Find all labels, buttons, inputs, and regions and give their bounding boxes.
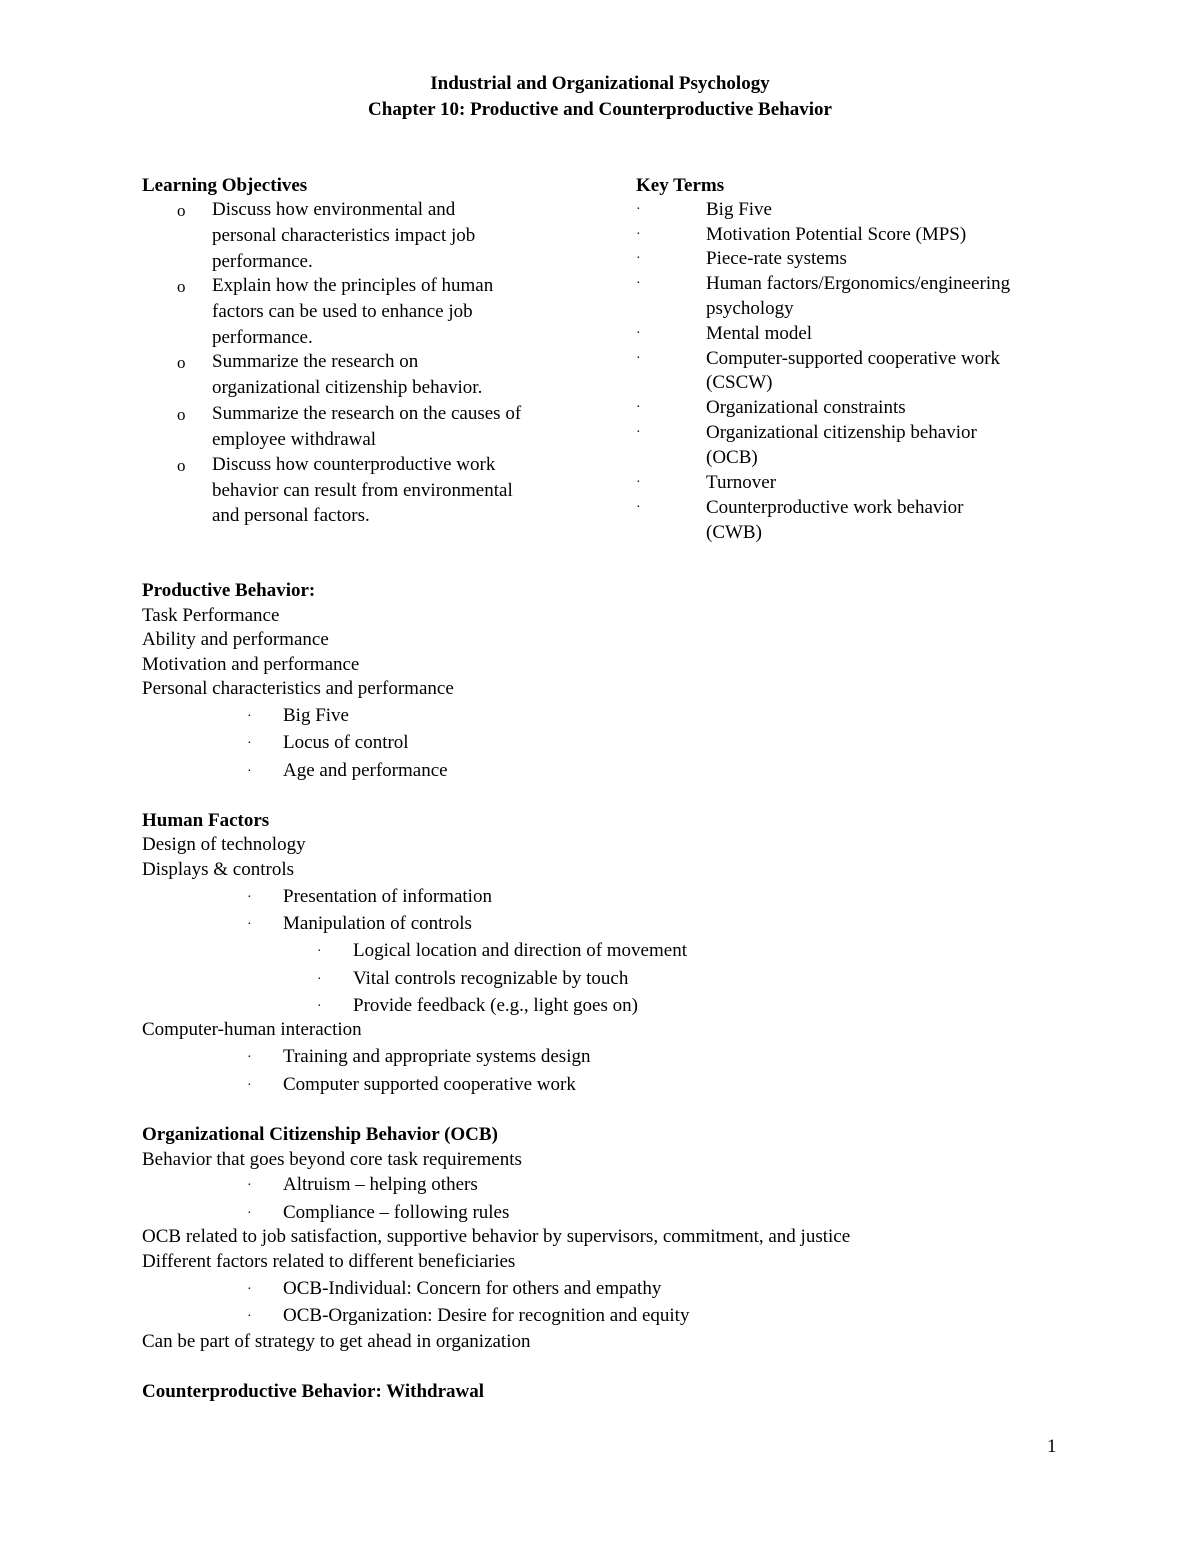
key-term: Mental model [706,323,813,344]
key-term-continuation: (CSCW) [706,372,773,393]
bullet-icon: · [247,1178,252,1193]
outline-bullet: Age and performance [283,760,448,781]
document-subtitle: Chapter 10: Productive and Counterproductive Behavior [368,99,832,120]
list-item-line: factors can be used to enhance job [212,301,473,322]
bullet-icon: · [247,1309,252,1324]
list-item-line: Explain how the principles of human [212,275,494,296]
outline-bullet: Big Five [283,705,349,726]
bullet-icon: · [247,1206,252,1221]
list-item-line: performance. [212,251,313,272]
bullet-icon: · [247,736,252,751]
outline-line: Behavior that goes beyond core task requirements [142,1149,522,1170]
list-item-line: and personal factors. [212,505,370,526]
list-item-line: Discuss how counterproductive work [212,454,496,475]
outline-line: Different factors related to different beneficiaries [142,1251,516,1272]
key-term: Motivation Potential Score (MPS) [706,224,967,245]
list-item-line: personal characteristics impact job [212,225,476,246]
page-number: 1 [1047,1436,1057,1457]
key-term-continuation: (CWB) [706,522,762,543]
outline-bullet: Presentation of information [283,886,492,907]
list-item-line: Discuss how environmental and [212,199,456,220]
outline-bullet: Locus of control [283,732,409,753]
list-marker: o [177,456,186,475]
bullet-icon: · [636,351,641,366]
outline-bullet: Computer supported cooperative work [283,1074,576,1095]
outline-bullet: Altruism – helping others [283,1174,478,1195]
key-term: Organizational citizenship behavior [706,422,977,443]
bullet-icon: · [317,972,322,987]
outline-bullet: Compliance – following rules [283,1202,510,1223]
list-marker: o [177,201,186,220]
human-factors-heading: Human Factors [142,810,270,831]
outline-line: Task Performance [142,605,280,626]
bullet-icon: · [247,764,252,779]
bullet-icon: · [247,1282,252,1297]
outline-sub-bullet: Provide feedback (e.g., light goes on) [353,995,638,1016]
outline-line: OCB related to job satisfaction, supportive behavior by supervisors, commitment, and justice [142,1226,851,1247]
bullet-icon: · [247,890,252,905]
outline-line: Computer-human interaction [142,1019,362,1040]
bullet-icon: · [636,202,641,217]
bullet-icon: · [636,425,641,440]
key-term: Turnover [706,472,777,493]
learning-objectives-heading: Learning Objectives [142,175,308,196]
key-term: Piece-rate systems [706,248,847,269]
bullet-icon: · [317,999,322,1014]
key-terms-heading: Key Terms [636,175,725,196]
bullet-icon: · [636,475,641,490]
bullet-icon: · [636,326,641,341]
key-term: Computer-supported cooperative work [706,348,1001,369]
document-title: Industrial and Organizational Psychology [430,73,770,94]
bullet-icon: · [636,400,641,415]
bullet-icon: · [636,276,641,291]
list-item-line: organizational citizenship behavior. [212,377,483,398]
withdrawal-heading: Counterproductive Behavior: Withdrawal [142,1381,485,1402]
outline-bullet: Manipulation of controls [283,913,472,934]
outline-line: Can be part of strategy to get ahead in organization [142,1331,531,1352]
outline-bullet: Training and appropriate systems design [283,1046,591,1067]
outline-line: Ability and performance [142,629,329,650]
list-marker: o [177,277,186,296]
list-marker: o [177,405,186,424]
bullet-icon: · [317,944,322,959]
key-term-continuation: (OCB) [706,447,758,468]
ocb-heading: Organizational Citizenship Behavior (OCB) [142,1124,498,1145]
productive-behavior-heading: Productive Behavior: [142,580,316,601]
bullet-icon: · [247,917,252,932]
list-item-line: Summarize the research on the causes of [212,403,522,424]
key-term-continuation: psychology [706,298,794,319]
outline-line: Personal characteristics and performance [142,678,454,699]
bullet-icon: · [247,709,252,724]
list-item-line: performance. [212,327,313,348]
outline-line: Design of technology [142,834,306,855]
list-item-line: employee withdrawal [212,429,377,450]
bullet-icon: · [636,251,641,266]
bullet-icon: · [247,1050,252,1065]
key-term: Organizational constraints [706,397,906,418]
outline-line: Motivation and performance [142,654,360,675]
key-term: Big Five [706,199,772,220]
list-marker: o [177,353,186,372]
list-item-line: behavior can result from environmental [212,480,513,501]
bullet-icon: · [636,227,641,242]
outline-line: Displays & controls [142,859,294,880]
key-term: Counterproductive work behavior [706,497,964,518]
bullet-icon: · [636,500,641,515]
outline-bullet: OCB-Organization: Desire for recognition and equity [283,1305,690,1326]
outline-sub-bullet: Logical location and direction of movement [353,940,687,961]
outline-sub-bullet: Vital controls recognizable by touch [353,968,629,989]
key-term: Human factors/Ergonomics/engineering [706,273,1011,294]
bullet-icon: · [247,1078,252,1093]
list-item-line: Summarize the research on [212,351,419,372]
outline-bullet: OCB-Individual: Concern for others and empathy [283,1278,662,1299]
